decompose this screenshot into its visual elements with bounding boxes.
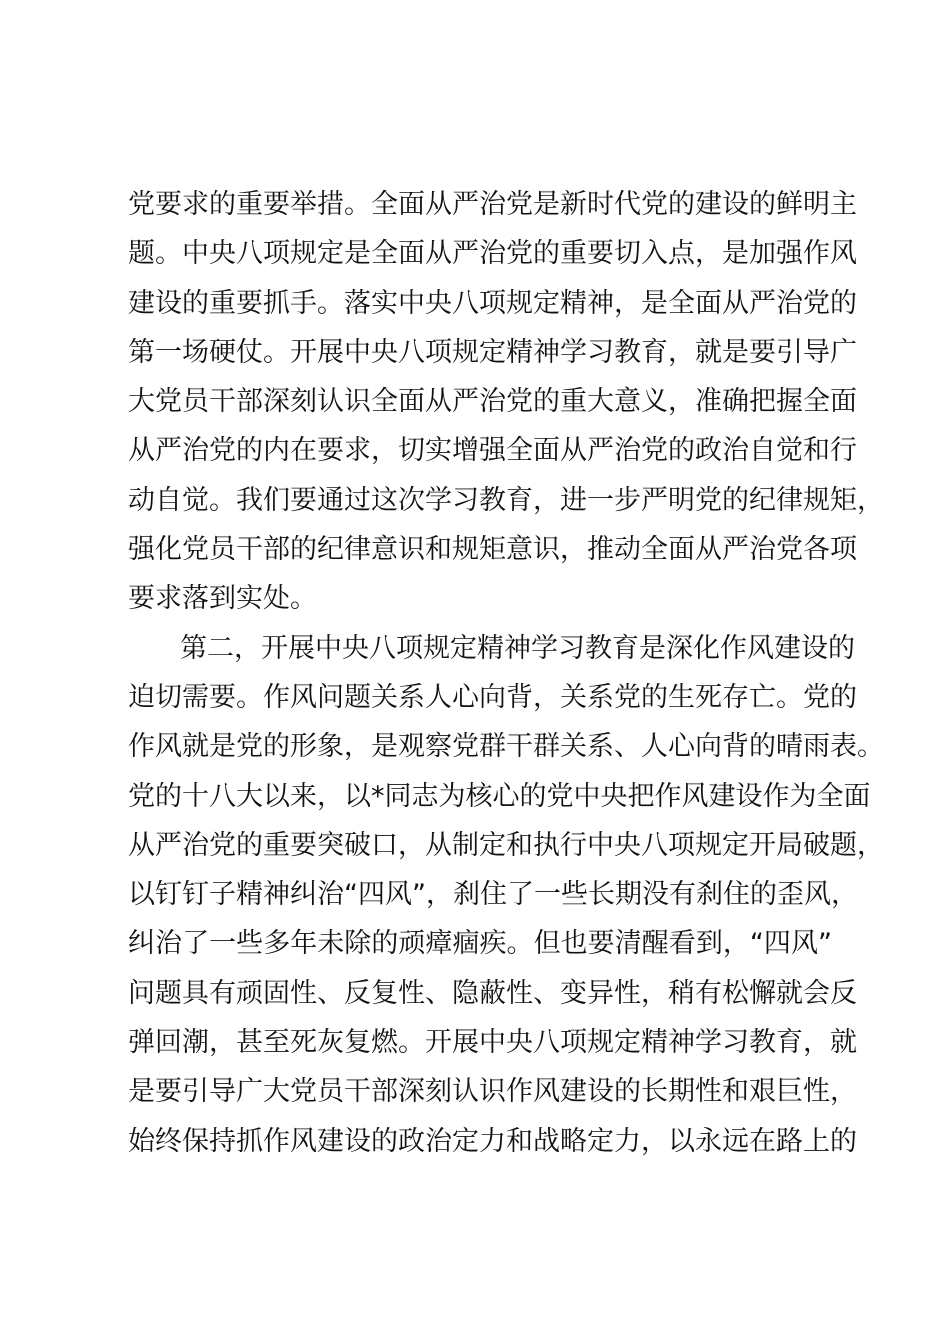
text-line: 迫切需要。作风问题关系人心向背，关系党的生死存亡。党的 bbox=[128, 681, 857, 713]
text-line: 党的十八大以来，以*同志为核心的党中央把作风建设作为全面 bbox=[128, 780, 871, 812]
text-line: 作风就是党的形象，是观察党群干群关系、人心向背的晴雨表。 bbox=[128, 731, 884, 763]
text-line: 从严治党的内在要求，切实增强全面从严治党的政治自觉和行 bbox=[128, 435, 857, 467]
text-line: 强化党员干部的纪律意识和规矩意识，推动全面从严治党各项 bbox=[128, 534, 857, 566]
text-line: 题。中央八项规定是全面从严治党的重要切入点，是加强作风 bbox=[128, 238, 857, 270]
text-line: 问题具有顽固性、反复性、隐蔽性、变异性，稍有松懈就会反 bbox=[128, 977, 857, 1009]
body-text bbox=[128, 180, 884, 1166]
text-line: 第一场硬仗。开展中央八项规定精神学习教育，就是要引导广 bbox=[128, 336, 857, 368]
paragraph-start-line: 第二，开展中央八项规定精神学习教育是深化作风建设的 bbox=[180, 632, 855, 664]
text-line: 弹回潮，甚至死灰复燃。开展中央八项规定精神学习教育，就 bbox=[128, 1027, 857, 1059]
text-line: 以钉钉子精神纠治“四风”，刹住了一些长期没有刹住的歪风， bbox=[128, 879, 858, 911]
text-line: 党要求的重要举措。全面从严治党是新时代党的建设的鲜明主 bbox=[128, 189, 857, 220]
text-line: 大党员干部深刻认识全面从严治党的重大意义，准确把握全面 bbox=[128, 386, 857, 418]
text-line: 始终保持抓作风建设的政治定力和战略定力，以永远在路上的 bbox=[128, 1125, 857, 1157]
text-line: 动自觉。我们要通过这次学习教育，进一步严明党的纪律规矩， bbox=[128, 484, 884, 516]
text-line: 纠治了一些多年未除的顽瘴痼疾。但也要清醒看到，“四风” bbox=[128, 928, 832, 960]
paragraph-end-line: 要求落到实处。 bbox=[128, 583, 317, 615]
text-line: 是要引导广大党员干部深刻认识作风建设的长期性和艰巨性， bbox=[128, 1076, 857, 1108]
text-line: 从严治党的重要突破口，从制定和执行中央八项规定开局破题， bbox=[128, 829, 884, 861]
text-line: 建设的重要抓手。落实中央八项规定精神，是全面从严治党的 bbox=[128, 287, 857, 319]
